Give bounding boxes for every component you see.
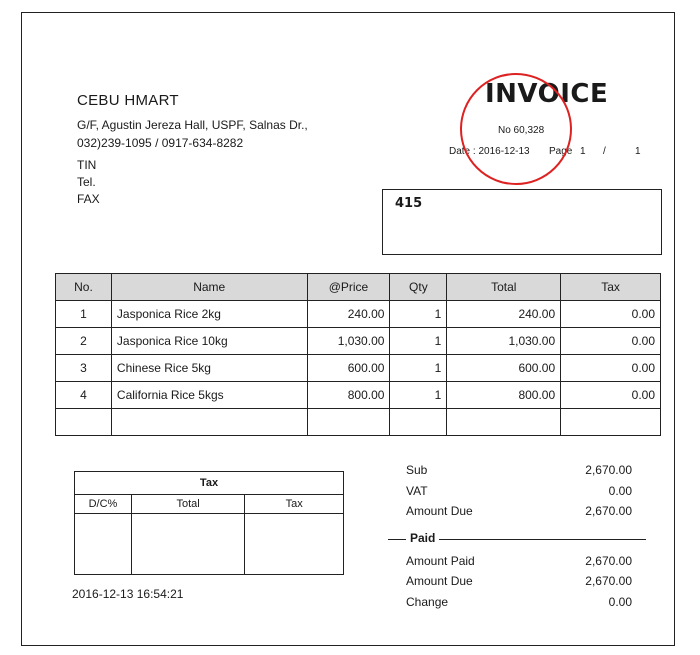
vat-value: 0.00	[608, 484, 632, 498]
cell-tax: 0.00	[561, 355, 661, 382]
page-current: 1	[580, 146, 586, 157]
cell-no: 1	[56, 301, 112, 328]
cell-name: Chinese Rice 5kg	[111, 355, 307, 382]
cell-no: 4	[56, 382, 112, 409]
amount-due-label: Amount Due	[406, 504, 473, 518]
cell-price: 240.00	[307, 301, 390, 328]
col-header-price: @Price	[307, 274, 390, 301]
cell-tax: 0.00	[561, 328, 661, 355]
cell-no: 2	[56, 328, 112, 355]
cell-total: 600.00	[447, 355, 561, 382]
table-row	[56, 301, 661, 328]
items-table	[55, 273, 661, 436]
cell-qty: 1	[390, 328, 447, 355]
tax-table	[74, 471, 344, 575]
cell-total: 240.00	[447, 301, 561, 328]
amount-paid-value: 2,670.00	[585, 554, 632, 568]
items-header-row	[56, 274, 661, 301]
amount-due-value: 2,670.00	[585, 504, 632, 518]
vat-label: VAT	[406, 484, 428, 498]
cell-name: Jasponica Rice 2kg	[111, 301, 307, 328]
change-label: Change	[406, 595, 449, 609]
invoice-title: INVOICE	[485, 79, 609, 109]
paid-heading: Paid	[406, 531, 439, 545]
col-header-tax: Tax	[561, 274, 661, 301]
cell-name: Jasponica Rice 10kg	[111, 328, 307, 355]
tax-col-dc: D/C%	[75, 495, 132, 514]
cell-name: California Rice 5kgs	[111, 382, 307, 409]
table-row	[56, 355, 661, 382]
change-value: 0.00	[608, 595, 632, 609]
amount-paid-label: Amount Paid	[406, 554, 475, 568]
tax-table-title: Tax	[75, 472, 344, 495]
col-header-total: Total	[447, 274, 561, 301]
tax-col-total: Total	[131, 495, 245, 514]
col-header-no: No.	[56, 274, 112, 301]
page-label: Page	[549, 146, 573, 157]
amount-due2-value: 2,670.00	[585, 574, 632, 588]
cell-price: 600.00	[307, 355, 390, 382]
page-separator: /	[603, 146, 606, 157]
amount-due2-label: Amount Due	[406, 574, 473, 588]
col-header-name: Name	[111, 274, 307, 301]
invoice-number: No 60,328	[498, 125, 545, 136]
paid-divider	[388, 531, 646, 547]
customer-box	[382, 189, 662, 255]
shop-address: G/F, Agustin Jereza Hall, USPF, Salnas Dr.,	[77, 118, 308, 132]
cell-no: 3	[56, 355, 112, 382]
table-row	[56, 328, 661, 355]
cell-price: 1,030.00	[307, 328, 390, 355]
customer-code: 415	[395, 196, 423, 211]
col-header-qty: Qty	[390, 274, 447, 301]
tax-col-tax: Tax	[245, 495, 344, 514]
cell-qty: 1	[390, 382, 447, 409]
table-row	[56, 382, 661, 409]
cell-price: 800.00	[307, 382, 390, 409]
cell-qty: 1	[390, 301, 447, 328]
empty-table-row	[56, 409, 661, 436]
cell-tax: 0.00	[561, 382, 661, 409]
shop-name: CEBU HMART	[77, 92, 179, 109]
cell-qty: 1	[390, 355, 447, 382]
shop-fax-label: FAX	[77, 192, 100, 206]
cell-total: 800.00	[447, 382, 561, 409]
red-circle-stamp	[460, 73, 572, 185]
page-total: 1	[635, 146, 641, 157]
cell-total: 1,030.00	[447, 328, 561, 355]
cell-tax: 0.00	[561, 301, 661, 328]
invoice-page	[21, 12, 675, 646]
sub-value: 2,670.00	[585, 463, 632, 477]
shop-phones: 032)239-1095 / 0917-634-8282	[77, 136, 244, 150]
invoice-date: Date : 2016-12-13	[449, 146, 530, 157]
shop-tin-label: TIN	[77, 158, 97, 172]
shop-tel-label: Tel.	[77, 175, 96, 189]
sub-label: Sub	[406, 463, 428, 477]
print-timestamp: 2016-12-13 16:54:21	[72, 587, 184, 601]
